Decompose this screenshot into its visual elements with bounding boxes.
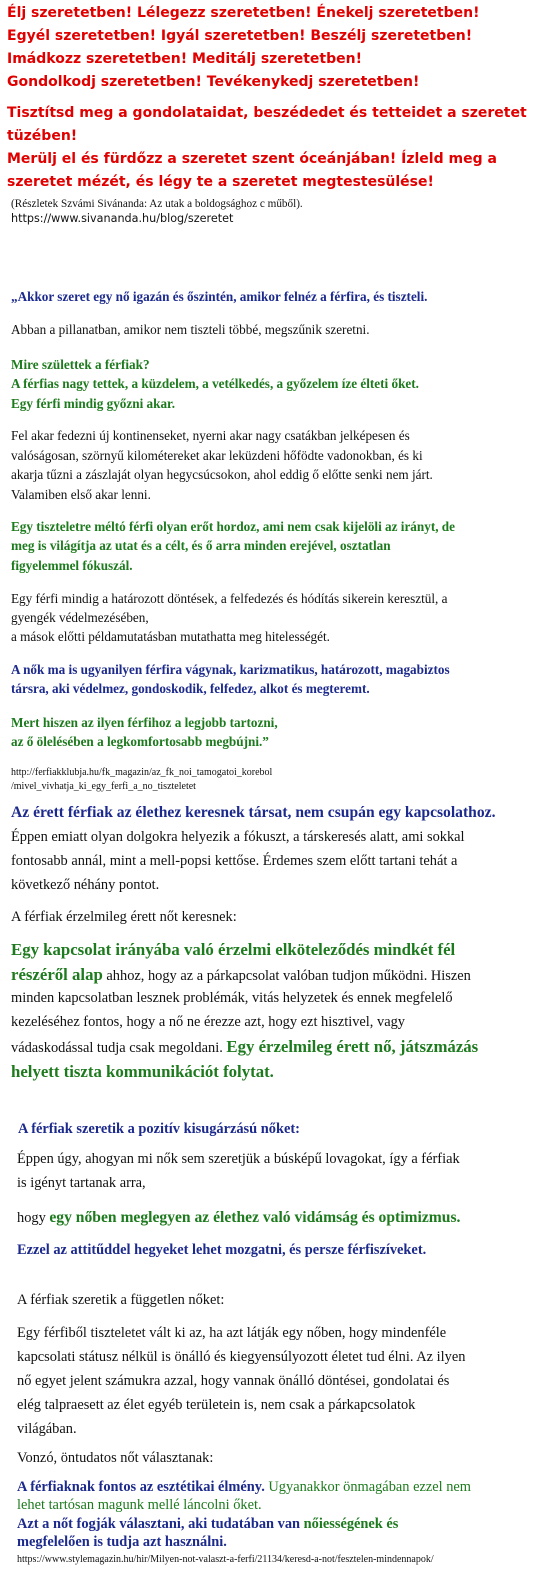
independent-line-2: Egy férfiből tiszteletet vált ki az, ha azt látják egy nőben, hogy mindenféle [17,1325,447,1341]
quote-line-15: a mások előtti példamutatásban mutathatta meg hitelességét. [11,629,330,644]
quote-line-10: Egy tiszteletre méltó férfi olyan erőt hordoz, ami nem csak kijelöli az irányt, de [11,519,455,534]
attractive-line-4: megfelelően is tudja azt használni. [17,1534,227,1550]
independent-line-6: világában. [17,1421,77,1437]
quote-source-link-2[interactable]: /mivel_vivhatja_ki_egy_ferfi_a_no_tiszteletet [11,781,196,792]
quote-line-1: „Akkor szeret egy nő igazán és őszintén, amikor felnéz a férfira, és tiszteli. [11,289,428,304]
quote-line-19: az ő ölelésében a legkomfortosabb megbújni.” [11,734,269,749]
section-heading-independent: A férfiak szeretik a független nőket: [17,1292,225,1308]
attractive-line-2: lehet tartósan magunk mellé láncolni őket. [17,1497,262,1513]
intro-citation: (Részletek Szvámi Sivánanda: Az utak a boldogsághoz c műből). [11,198,303,210]
section-heading-positive: A férfiak szeretik a pozitív kisugárzású nőket: [18,1121,300,1137]
article-line-10-text: vádaskodással tudja csak megoldani. [11,1040,227,1056]
attractive-line-1 [17,1479,471,1496]
quote-line-18: Mert hiszen az ilyen férfihoz a legjobb tartozni, [11,715,278,730]
quote-line-4: A férfias nagy tettek, a küzdelem, a vetélkedés, a győzelem íze élteti őket. [11,376,419,391]
article-line-2: Éppen emiatt olyan dolgokra helyezik a fókuszt, a társkeresés alatt, ami sokkal [11,829,465,845]
quote-line-6: Fel akar fedezni új kontinenseket, nyerni akar nagy csatákban jelképesen és [11,428,410,443]
attractive-line-1-bold: A férfiaknak fontos az esztétikai élmény. [17,1479,265,1495]
quote-line-3: Mire születtek a férfiak? [11,357,150,372]
quote-line-17: társra, aki védelmez, gondoskodik, felfedez, alkot és megteremt. [11,681,370,696]
quote-line-14: gyengék védelmezésében, [11,610,149,625]
attractive-line-3-bold: Azt a nőt fogják választani, aki tudatában van [17,1516,304,1532]
quote-line-2: Abban a pillanatban, amikor nem tiszteli többé, megszűnik szeretni. [11,322,370,337]
quote-line-12: figyelemmel fókuszál. [11,558,133,573]
quote-line-13: Egy férfi mindig a határozott döntések, a felfedezés és hódítás sikerein keresztül, a [11,591,448,606]
quote-line-5: Egy férfi mindig győzni akar. [11,396,175,411]
article-line-10 [11,1037,478,1057]
section-heading-attractive: Vonzó, öntudatos nőt választanak: [17,1450,214,1466]
article-highlight-3: Egy érzelmileg érett nő, játszmázás [226,1037,479,1056]
attractive-line-1-green: Ugyanakkor önmagában ezzel nem [264,1479,471,1495]
article-line-3: fontosabb annál, mint a mell-popsi kettőse. Érdemes szem előtt tartani tehát a [11,853,458,869]
quote-line-9: Valamiben első akar lenni. [11,487,151,502]
quote-line-11: meg is világítja az utat és a célt, és ő arra minden erejével, osztatlan [11,538,391,553]
positive-line-4-text: hogy [17,1210,50,1226]
section-heading-mature: A férfiak érzelmileg érett nőt keresnek: [11,909,237,925]
quote-line-8: akarja tűzni a zászlaját olyan hegycsúcsokon, ahol eddig ő előtte senki nem járt. [11,467,433,482]
positive-line-3: is igényt tartanak arra, [17,1175,146,1191]
article-lead: Az érett férfiak az élethez keresnek társat, nem csupán egy kapcsolathoz. [11,804,496,821]
intro-line-6: tüzében! [7,128,78,144]
intro-line-8: szeretet mézét, és légy te a szeretet megtestesülése! [7,174,434,190]
intro-line-4: Gondolkodj szeretetben! Tevékenykedj szeretetben! [7,74,420,90]
intro-citation-link[interactable]: https://www.sivananda.hu/blog/szeretet [11,212,234,225]
independent-line-5: elég talpraesett az élet egyéb területein is, nem csak a párkapcsolatok [17,1397,416,1413]
article-line-4: következő néhány pontot. [11,877,160,893]
positive-line-4 [17,1209,460,1227]
independent-line-4: nő egyet jelent számukra azzal, hogy vannak önálló döntései, gondolatai és [17,1373,450,1389]
article-highlight-1: Egy kapcsolat irányába való érzelmi elköteleződés mindkét fél [11,940,456,959]
article-line-7 [11,965,471,985]
article-line-7-text: ahhoz, hogy az a párkapcsolat valóban tudjon működni. Hiszen [102,968,471,984]
positive-line-2: Éppen úgy, ahogyan mi nők sem szeretjük a búsképű lovagokat, így a férfiak [17,1151,460,1167]
intro-line-5: Tisztítsd meg a gondolataidat, beszédedet és tetteidet a szeretet [7,105,527,121]
intro-line-7: Merülj el és fürdőzz a szeretet szent óceánjában! Ízleld meg a [7,151,497,167]
article-line-8: minden kapcsolatban lesznek problémák, vitás helyzetek és ennek megfelelő [11,990,453,1006]
article-highlight-4: helyett tiszta kommunikációt folytat. [11,1062,274,1081]
quote-source-link-1[interactable]: http://ferfiakklubja.hu/fk_magazin/az_fk_noi_tamogatoi_korebol [11,767,273,778]
positive-line-5: Ezzel az attitűddel hegyeket lehet mozgatni, és persze férfiszíveket. [17,1242,427,1258]
quote-line-7: valóságosan, szörnyű kilométereket akar leküzdeni hőfödte vadonokban, és ki [11,448,423,463]
article-source-link[interactable]: https://www.stylemagazin.hu/hir/Milyen-not-valaszt-a-ferfi/21134/keresd-a-not/fesztelen-mindennapok/ [17,1554,434,1565]
article-highlight-2: részéről alap [11,965,103,984]
attractive-line-3-green: nőiességének és [303,1516,399,1532]
positive-highlight: egy nőben meglegyen az élethez való vidámság és optimizmus. [49,1209,461,1226]
attractive-line-3 [17,1516,398,1533]
quote-line-16: A nők ma is ugyanilyen férfira vágynak, karizmatikus, határozott, magabiztos [11,662,450,677]
independent-line-3: kapcsolati státusz nélkül is önálló és kiegyensúlyozott életet tud élni. Az ilyen [17,1349,466,1365]
article-line-9: kezeléséhez fontos, hogy a nő ne érezze azt, hogy ezt hisztivel, vagy [11,1014,405,1030]
intro-line-3: Imádkozz szeretetben! Meditálj szeretetben! [7,51,362,67]
intro-line-2: Egyél szeretetben! Igyál szeretetben! Beszélj szeretetben! [7,28,473,44]
intro-line-1: Élj szeretetben! Lélegezz szeretetben! Énekelj szeretetben! [7,5,480,21]
